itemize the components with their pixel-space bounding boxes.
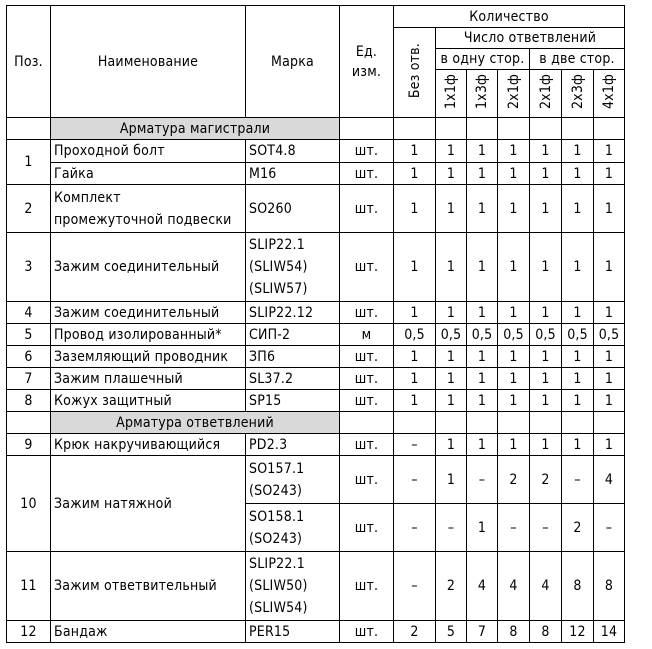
qty-cell: 1 (562, 302, 594, 324)
row-brand (246, 233, 340, 302)
row-name: Проходной болт (51, 140, 246, 163)
qty-cell: 1 (467, 390, 498, 412)
row-brand: PER15 (246, 621, 340, 643)
row-name: Зажим плашечный (51, 368, 246, 390)
table-row (7, 324, 625, 346)
table-row (7, 621, 625, 643)
row-pos: 8 (7, 390, 51, 412)
qty-cell: – (394, 434, 436, 456)
row-brand (246, 456, 340, 504)
qty-cell: 1 (594, 233, 625, 302)
qty-cell: 1 (562, 185, 594, 233)
qty-cell: 1 (498, 302, 530, 324)
qty-cell: 1 (394, 302, 436, 324)
row-name: Зажим ответвительный (51, 552, 246, 621)
qty-cell: 1 (594, 163, 625, 185)
qty-cell: 1 (467, 163, 498, 185)
row-brand: SP15 (246, 390, 340, 412)
qty-cell: 1 (394, 346, 436, 368)
row-pos: 12 (7, 621, 51, 643)
header-two-sides: в две стор. (530, 49, 625, 70)
row-brand: М16 (246, 163, 340, 185)
row-brand-line: SLIP22.1 (249, 237, 305, 253)
header-col-4-text: 2х1ф (537, 73, 554, 109)
qty-cell: 1 (436, 302, 467, 324)
row-brand-line: (SLIW54) (249, 259, 308, 275)
row-brand: SL37.2 (246, 368, 340, 390)
qty-cell: 1 (530, 390, 562, 412)
row-brand-line: SLIP22.1 (249, 556, 305, 572)
row-unit: шт. (340, 368, 394, 390)
qty-cell: 1 (467, 346, 498, 368)
qty-cell: 2 (394, 621, 436, 643)
qty-cell: 0,5 (467, 324, 498, 346)
qty-cell: 1 (394, 368, 436, 390)
qty-cell: – (394, 552, 436, 621)
qty-cell: 1 (530, 434, 562, 456)
row-unit: шт. (340, 456, 394, 504)
table-row (7, 368, 625, 390)
row-brand-line: SO158.1 (249, 508, 305, 525)
qty-cell: 1 (394, 163, 436, 185)
row-name (51, 185, 246, 233)
row-unit: шт. (340, 621, 394, 643)
row-name: Зажим соединительный (51, 233, 246, 302)
header-no-branch-text: Без отв. (406, 42, 423, 99)
qty-cell: 1 (467, 434, 498, 456)
header-pos: Поз. (7, 6, 51, 118)
row-brand (246, 552, 340, 621)
qty-cell: 0,5 (436, 324, 467, 346)
qty-cell: 1 (562, 233, 594, 302)
row-unit: м (340, 324, 394, 346)
qty-cell: 4 (467, 552, 498, 621)
header-name: Наименование (51, 6, 246, 118)
qty-cell: 8 (594, 552, 625, 621)
table-row (7, 390, 625, 412)
qty-cell: 7 (467, 621, 498, 643)
qty-cell: 4 (530, 552, 562, 621)
qty-cell: 1 (498, 390, 530, 412)
qty-cell: 0,5 (562, 324, 594, 346)
row-pos: 5 (7, 324, 51, 346)
table-row (7, 185, 625, 233)
header-col-1 (436, 70, 467, 118)
qty-cell: 1 (594, 140, 625, 163)
qty-cell: 1 (594, 390, 625, 412)
header-col-4 (530, 70, 562, 118)
row-brand-line: (SO243) (249, 530, 303, 547)
qty-cell: 1 (498, 163, 530, 185)
row-pos: 7 (7, 368, 51, 390)
qty-cell: 1 (530, 140, 562, 163)
qty-cell: 1 (594, 368, 625, 390)
header-col-3 (498, 70, 530, 118)
row-unit: шт. (340, 302, 394, 324)
header-col-3-text: 2х1ф (505, 73, 522, 109)
qty-cell: 8 (530, 621, 562, 643)
qty-cell: 0,5 (498, 324, 530, 346)
row-pos: 10 (7, 456, 51, 552)
qty-cell: 1 (467, 140, 498, 163)
row-unit: шт. (340, 434, 394, 456)
row-unit: шт. (340, 390, 394, 412)
row-unit: шт. (340, 552, 394, 621)
row-pos: 4 (7, 302, 51, 324)
qty-cell: 1 (467, 368, 498, 390)
row-pos: 3 (7, 233, 51, 302)
qty-cell: 1 (594, 185, 625, 233)
qty-cell: 2 (498, 456, 530, 504)
row-name-line: промежуточной подвески (54, 211, 232, 228)
table-row (7, 140, 625, 163)
row-brand: PD2.3 (246, 434, 340, 456)
qty-cell: 4 (498, 552, 530, 621)
qty-cell: 12 (562, 621, 594, 643)
row-brand: SO260 (246, 185, 340, 233)
header-brand: Марка (246, 6, 340, 118)
qty-cell: 2 (562, 504, 594, 552)
row-name: Зажим соединительный (51, 302, 246, 324)
qty-cell: 8 (562, 552, 594, 621)
qty-cell: 0,5 (394, 324, 436, 346)
qty-cell: 1 (467, 233, 498, 302)
qty-cell: 1 (436, 346, 467, 368)
row-brand: SLIP22.12 (246, 302, 340, 324)
header-unit-text: Ед. изм. (351, 43, 382, 80)
table-row (7, 302, 625, 324)
header-col-6 (594, 70, 625, 118)
qty-cell: 1 (498, 140, 530, 163)
row-pos: 11 (7, 552, 51, 621)
row-unit: шт. (340, 163, 394, 185)
row-brand (246, 504, 340, 552)
qty-cell: 1 (436, 233, 467, 302)
qty-cell: 1 (467, 504, 498, 552)
qty-cell: 1 (436, 390, 467, 412)
row-brand: СИП-2 (246, 324, 340, 346)
row-brand-line: (SLIW50) (249, 578, 308, 594)
qty-cell: 1 (562, 163, 594, 185)
qty-cell: 1 (467, 302, 498, 324)
table-row (7, 456, 625, 504)
qty-cell: 1 (436, 163, 467, 185)
qty-cell: 1 (594, 302, 625, 324)
qty-cell: 2 (530, 456, 562, 504)
qty-cell: 1 (467, 185, 498, 233)
row-unit: шт. (340, 140, 394, 163)
qty-cell: 1 (394, 185, 436, 233)
row-brand: SOT4.8 (246, 140, 340, 163)
row-brand: ЗП6 (246, 346, 340, 368)
section-title-branches: Арматура ответвлений (51, 412, 340, 434)
header-col-6-text: 4х1ф (601, 73, 617, 109)
qty-cell: 8 (498, 621, 530, 643)
qty-cell: – (594, 504, 625, 552)
table-row (7, 346, 625, 368)
qty-cell: 2 (436, 552, 467, 621)
qty-cell: 1 (530, 302, 562, 324)
table-row (7, 552, 625, 621)
header-col-1-text: 1х1ф (443, 73, 459, 109)
row-unit: шт. (340, 185, 394, 233)
qty-cell: – (394, 504, 436, 552)
header-col-5 (562, 70, 594, 118)
row-name-line: Комплект (54, 189, 121, 206)
qty-cell: 1 (562, 434, 594, 456)
qty-cell: 1 (562, 368, 594, 390)
qty-cell: 1 (594, 346, 625, 368)
qty-cell: – (394, 456, 436, 504)
qty-cell: 1 (436, 185, 467, 233)
row-name: Гайка (51, 163, 246, 185)
qty-cell: 1 (530, 346, 562, 368)
qty-cell: 5 (436, 621, 467, 643)
qty-cell: 1 (562, 390, 594, 412)
row-pos: 9 (7, 434, 51, 456)
row-pos: 2 (7, 185, 51, 233)
section-row-main (7, 118, 625, 140)
qty-cell: – (467, 456, 498, 504)
qty-cell: – (436, 504, 467, 552)
qty-cell: 1 (530, 185, 562, 233)
qty-cell: 1 (394, 390, 436, 412)
row-unit: шт. (340, 233, 394, 302)
header-col-2 (467, 70, 498, 118)
qty-cell: 1 (562, 346, 594, 368)
qty-cell: 1 (394, 140, 436, 163)
row-name: Зажим натяжной (51, 456, 246, 552)
qty-cell: 1 (530, 163, 562, 185)
qty-cell: 1 (562, 140, 594, 163)
qty-cell: 1 (436, 368, 467, 390)
qty-cell: – (562, 456, 594, 504)
row-name: Бандаж (51, 621, 246, 643)
qty-cell: 1 (394, 233, 436, 302)
row-pos: 1 (7, 140, 51, 185)
section-title-main: Арматура магистрали (51, 118, 340, 140)
section-row-branches (7, 412, 625, 434)
qty-cell: 0,5 (530, 324, 562, 346)
qty-cell: 1 (498, 346, 530, 368)
table-row (7, 233, 625, 302)
qty-cell: 14 (594, 621, 625, 643)
header-no-branch (394, 28, 436, 118)
row-name: Крюк накручивающийся (51, 434, 246, 456)
qty-cell: 1 (498, 368, 530, 390)
row-pos: 6 (7, 346, 51, 368)
header-unit (340, 6, 394, 118)
header-quantity: Количество (394, 6, 625, 28)
qty-cell: 0,5 (594, 324, 625, 346)
table-row (7, 163, 625, 185)
row-name: Провод изолированный* (51, 324, 246, 346)
row-brand-line: (SLIW54) (249, 600, 308, 616)
row-brand-line: (SO243) (249, 482, 303, 499)
qty-cell: 1 (436, 434, 467, 456)
row-name: Заземляющий проводник (51, 346, 246, 368)
row-unit: шт. (340, 504, 394, 552)
row-unit: шт. (340, 346, 394, 368)
qty-cell: 4 (594, 456, 625, 504)
row-brand-line: (SLIW57) (249, 281, 308, 297)
header-branch-count: Число ответвлений (436, 28, 625, 49)
qty-cell: 1 (498, 233, 530, 302)
qty-cell: 1 (530, 368, 562, 390)
specification-table (6, 5, 625, 643)
qty-cell: – (530, 504, 562, 552)
qty-cell: 1 (498, 434, 530, 456)
qty-cell: 1 (436, 140, 467, 163)
header-one-side: в одну стор. (436, 49, 530, 70)
row-name: Кожух защитный (51, 390, 246, 412)
header-col-2-text: 1х3ф (474, 73, 490, 109)
qty-cell: 1 (498, 185, 530, 233)
header-row-1 (7, 6, 625, 28)
qty-cell: 1 (436, 456, 467, 504)
row-brand-line: SO157.1 (249, 460, 305, 477)
qty-cell: – (498, 504, 530, 552)
header-col-5-text: 2х3ф (569, 73, 586, 109)
table-row (7, 434, 625, 456)
qty-cell: 1 (530, 233, 562, 302)
qty-cell: 1 (594, 434, 625, 456)
